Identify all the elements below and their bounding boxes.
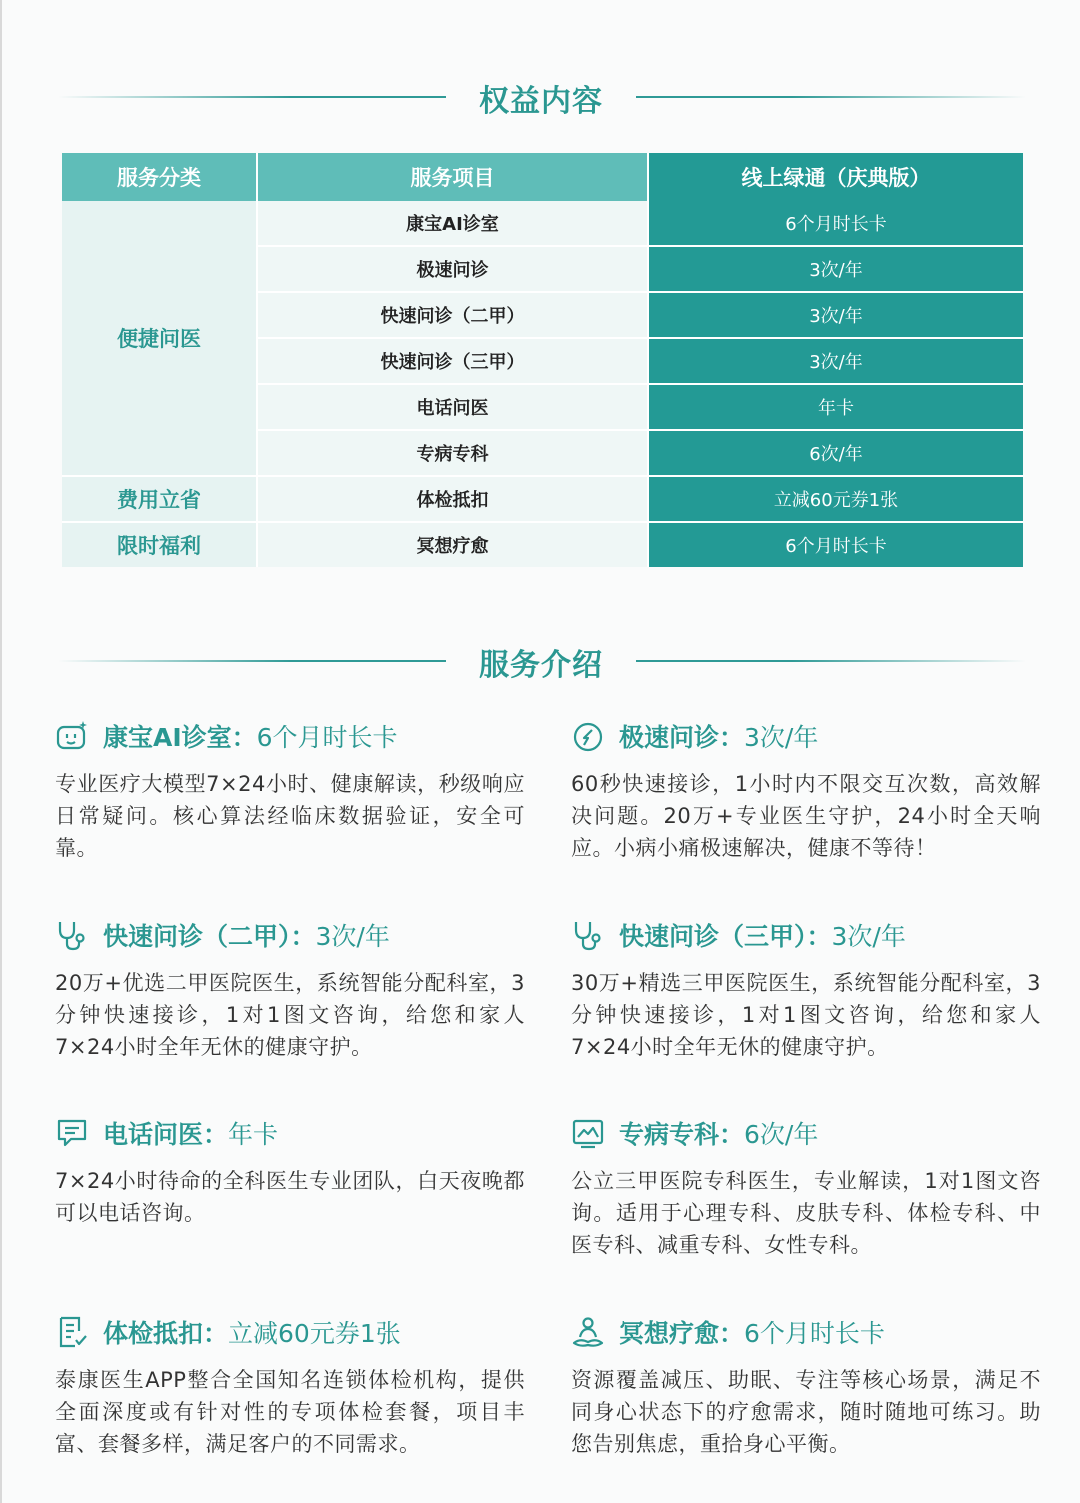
speed-icon: [571, 719, 605, 753]
service-description: 泰康医生APP整合全国知名连锁体检机构，提供全面深度或有针对性的专项体检套餐，项目丰富、套餐多样，满足客户的不同需求。: [55, 1368, 525, 1456]
category-cell: 便捷问医: [62, 201, 257, 476]
service-item-cell: 快速问诊（二甲）: [257, 292, 648, 338]
page-left-border: [0, 0, 2, 1503]
stethoscope-icon: [571, 918, 605, 952]
category-cell: 费用立省: [62, 476, 257, 522]
service-name: 快速问诊（三甲）：: [619, 922, 832, 951]
stethoscope-icon: [55, 918, 89, 952]
service-card-quick-secondary: [55, 917, 525, 1063]
service-description: 资源覆盖减压、助眠、专注等核心场景，满足不同身心状态下的疗愈需求，随时随地可练习。助您告别焦虑，重拾身心平衡。: [571, 1368, 1041, 1456]
service-value-cell: 6个月时长卡: [648, 522, 1023, 567]
service-value: 6个月时长卡: [256, 723, 398, 752]
chat-bubble-icon: [55, 1116, 89, 1150]
header-service-item: 服务项目: [257, 153, 648, 201]
service-value-cell: 年卡: [648, 384, 1023, 430]
table-row: [62, 476, 1023, 522]
service-value: 6次/年: [744, 1120, 819, 1149]
meditation-icon: [571, 1315, 605, 1349]
service-card-quick-tertiary: [571, 917, 1041, 1063]
service-name: 体检抵扣：: [103, 1319, 229, 1348]
service-card-checkup: [55, 1314, 525, 1460]
service-value-cell: 3次/年: [648, 338, 1023, 384]
divider-line-right: [636, 96, 1026, 98]
divider-line-left: [58, 660, 446, 662]
header-category: 服务分类: [62, 153, 257, 201]
service-description: 30万+精选三甲医院医生，系统智能分配科室，3分钟快速接诊，1对1图文咨询，给您和家人7×24小时全年无休的健康守护。: [571, 971, 1041, 1059]
service-card-speed: [571, 718, 1041, 864]
divider-line-left: [58, 96, 446, 98]
service-name: 专病专科：: [619, 1120, 745, 1149]
service-card-specialty: [571, 1115, 1041, 1261]
divider-line-right: [636, 660, 1026, 662]
table-header-row: [62, 153, 1023, 201]
service-card-meditation: [571, 1314, 1041, 1460]
service-description: 20万+优选二甲医院医生，系统智能分配科室，3分钟快速接诊，1对1图文咨询，给您和家人7×24小时全年无休的健康守护。: [55, 971, 525, 1059]
ai-robot-icon: [55, 719, 89, 753]
service-value-cell: 立减60元券1张: [648, 476, 1023, 522]
table-row: [62, 522, 1023, 567]
service-name: 极速问诊：: [619, 723, 745, 752]
service-value: 3次/年: [315, 922, 390, 951]
service-value: 立减60元券1张: [228, 1319, 401, 1348]
header-plan: 线上绿通（庆典版）: [648, 153, 1023, 201]
checkup-report-icon: [55, 1315, 89, 1349]
service-item-cell: 康宝AI诊室: [257, 201, 648, 246]
intro-section-title: 服务介绍: [479, 648, 603, 683]
service-description: 60秒快速接诊，1小时内不限交互次数，高效解决问题。20万+专业医生守护，24小时全天响应。小病小痛极速解决，健康不等待！: [571, 772, 1041, 860]
service-item-cell: 体检抵扣: [257, 476, 648, 522]
service-name: 康宝AI诊室：: [103, 723, 257, 752]
service-value-cell: 6次/年: [648, 430, 1023, 476]
table-row: [62, 201, 1023, 246]
benefits-section-title: 权益内容: [479, 84, 603, 119]
service-card-phone: [55, 1115, 525, 1229]
service-value-cell: 6个月时长卡: [648, 201, 1023, 246]
service-name: 快速问诊（二甲）：: [103, 922, 316, 951]
service-value: 3次/年: [831, 922, 906, 951]
service-item-cell: 专病专科: [257, 430, 648, 476]
service-value: 6个月时长卡: [744, 1319, 885, 1348]
service-description: 公立三甲医院专科医生，专业解读，1对1图文咨询。适用于心理专科、皮肤专科、体检专科、中医专科、减重专科、女性专科。: [571, 1169, 1041, 1257]
service-value-cell: 3次/年: [648, 246, 1023, 292]
service-item-cell: 冥想疗愈: [257, 522, 648, 567]
service-value: 年卡: [228, 1120, 279, 1149]
service-value: 3次/年: [744, 723, 819, 752]
service-name: 电话问医：: [103, 1120, 229, 1149]
service-item-cell: 电话问医: [257, 384, 648, 430]
service-card-ai: [55, 718, 525, 864]
monitor-pulse-icon: [571, 1116, 605, 1150]
category-cell: 限时福利: [62, 522, 257, 567]
service-item-cell: 极速问诊: [257, 246, 648, 292]
service-item-cell: 快速问诊（三甲）: [257, 338, 648, 384]
service-value-cell: 3次/年: [648, 292, 1023, 338]
benefits-section-header: [0, 72, 1080, 122]
benefits-table: [62, 153, 1023, 567]
service-name: 冥想疗愈：: [619, 1319, 745, 1348]
service-description: 专业医疗大模型7×24小时、健康解读，秒级响应日常疑问。核心算法经临床数据验证，安全可靠。: [55, 772, 525, 860]
intro-section-header: [0, 636, 1080, 686]
service-description: 7×24小时待命的全科医生专业团队，白天夜晚都可以电话咨询。: [55, 1169, 525, 1225]
